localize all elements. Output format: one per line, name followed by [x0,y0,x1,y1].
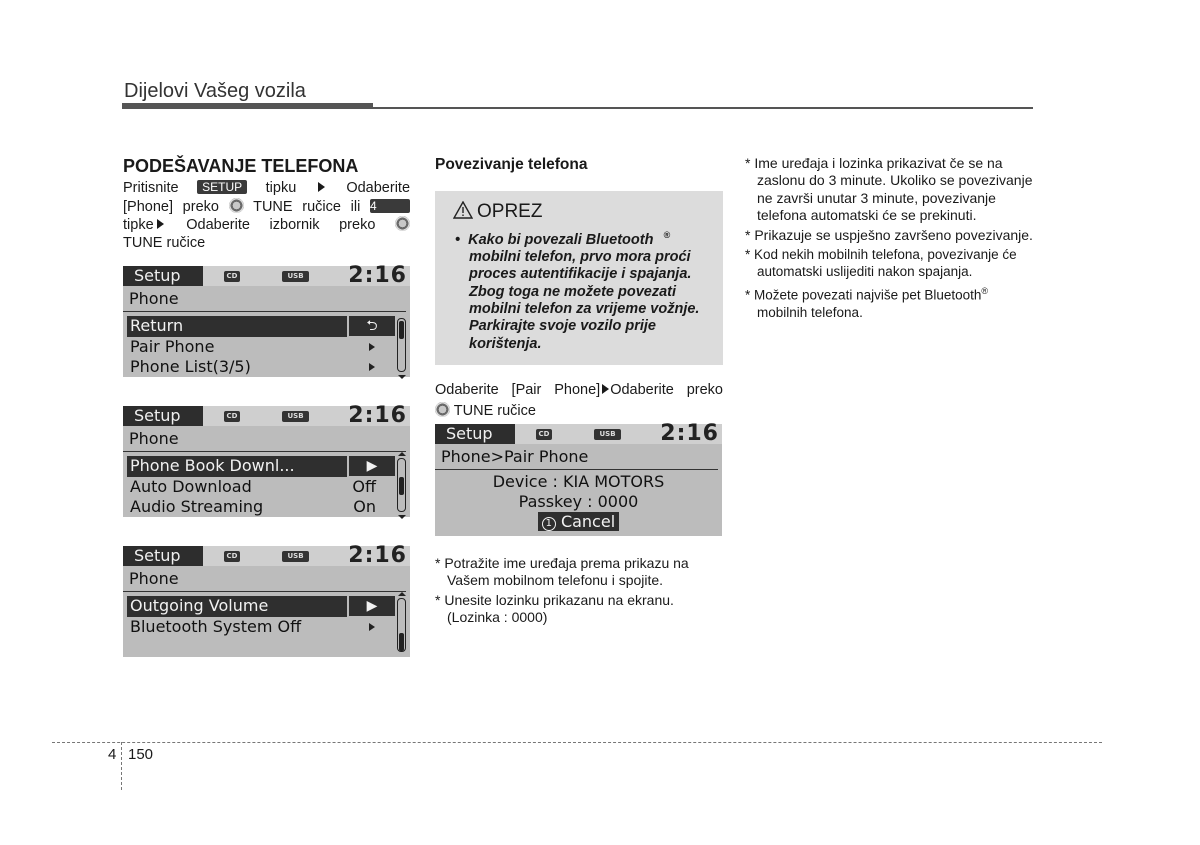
warning-triangle-icon [453,201,473,219]
bullet: • [455,231,469,248]
number-1-icon: 1 [542,517,556,531]
instruction-line-2 [123,198,410,217]
menu-item-label: Auto Download [130,476,252,496]
scrollbar[interactable] [397,458,406,512]
menu-item-phone-book-download[interactable] [127,456,378,477]
scroll-down-icon [398,375,406,379]
registered-mark: ® [653,230,671,240]
caution-heading [445,201,713,223]
menu-item-label: Phone Book Downl... [130,456,295,475]
lcd-topbar [123,263,410,288]
column-phone-settings [123,155,410,252]
note-item: * Ime uređaja i lozinka prikazivat če se na zaslonu do 3 minute. Ukoliko se povezivanje ne završi unutar 3 minute, povezivanje telefona automatski će se prekinuti. [745,155,1033,224]
lcd-frame [435,421,722,536]
setup-tab: Setup [435,424,515,444]
cd-icon: CD [224,271,240,282]
key-4-badge: 4 [370,199,410,213]
device-name: Device : KIA MOTORS [492,472,665,491]
menu-item-label: Audio Streaming [130,497,264,516]
breadcrumb: Phone [123,426,406,452]
caution-box [435,191,723,365]
menu-item-bluetooth-system-off[interactable] [123,617,410,638]
text: tipke [123,217,154,234]
arrow-right-icon [602,384,609,394]
column-phone-pairing [435,155,723,420]
text: Odaberite [Pair Phone] [435,381,601,398]
tune-knob-icon [395,216,410,231]
lcd-screen-phone-menu-2 [123,403,410,517]
setup-tab: Setup [123,546,203,566]
instruction-line-4: TUNE ručice [123,234,206,251]
caution-text-part: mobilni telefon, prvo mora proći proces autentifikacije i spajanja. Zbog toga ne možete povezati mobilni telefon za vrijeme vožnje. Parkirajte svoje vozilo prije korištenja. [469,249,700,352]
header-rule-thick [122,103,373,109]
lcd-screen-phone-menu-3 [123,543,410,657]
passkey: Passkey : 0000 [518,492,639,511]
note-text: Možete povezati najviše pet Bluetooth [754,287,982,303]
usb-icon: USB [282,411,309,422]
chapter-number: 4 [108,746,117,763]
scroll-up-icon [398,592,406,596]
note-item: * Kod nekih mobilnih telefona, povezivanje će automatski uslijediti nakon spajanja. [745,247,1017,280]
scrollbar[interactable] [397,318,406,372]
menu-item-auto-download[interactable] [123,477,410,498]
lcd-screen-pair-phone [435,421,722,536]
menu-list [123,312,410,378]
instruction-line-1 [123,180,410,198]
tune-knob-icon [435,402,450,417]
instruction-line-3 [123,216,410,235]
usb-icon: USB [282,551,309,562]
note-item: * Možete povezati najviše pet Bluetooth® mobilnih telefona. [745,285,989,320]
arrow-right-icon [369,623,375,631]
menu-item-phone-list[interactable] [123,357,410,378]
arrow-right-icon [369,343,375,351]
menu-item-audio-streaming[interactable] [123,497,410,518]
text: TUNE ručice ili [253,198,361,215]
section-title: PODEŠAVANJE TELEFONA [123,156,359,176]
menu-item-outgoing-volume[interactable] [127,596,378,617]
setup-tab: Setup [123,406,203,426]
arrow-right-icon: ▶ [349,596,395,616]
text: tipku [265,180,297,196]
menu-item-pair-phone[interactable] [123,337,410,358]
cd-icon: CD [224,411,240,422]
menu-item-label: Return [130,316,184,335]
note-text: Unesite lozinku prikazanu na ekranu. (Lozinka : 0000) [444,591,674,626]
menu-item-value: Off [352,476,376,496]
note-text: Kod nekih mobilnih telefona, povezivanje će automatski uslijediti nakon spajanja. [754,247,1017,280]
cancel-button[interactable] [538,512,619,531]
cd-icon: CD [224,551,240,562]
clock: 2:16 [348,403,407,428]
note-text: Prikazuje se uspješno završeno povezivanje. [754,226,1033,243]
instruction-line [435,402,723,421]
lcd-topbar [123,403,410,428]
return-icon: ⮌ [349,316,395,336]
arrow-right-icon: ▶ [349,456,395,476]
tune-knob-icon [229,198,244,213]
arrow-right-icon [157,219,164,229]
menu-list [123,452,410,518]
section-title: Povezivanje telefona [435,156,588,173]
lcd-topbar [123,543,410,568]
registered-mark: ® [981,285,989,296]
instruction-line [435,382,723,400]
breadcrumb: Phone>Pair Phone [435,444,718,470]
scrollbar-thumb[interactable] [399,321,404,339]
page-header-title: Dijelovi Vašeg vozila [124,80,306,102]
menu-item-label: Phone List(3/5) [130,357,251,376]
breadcrumb: Phone [123,566,406,592]
menu-item-label: Outgoing Volume [130,596,269,615]
clock: 2:16 [660,421,719,446]
scrollbar-thumb[interactable] [399,477,404,495]
pairing-notes [435,555,725,629]
setup-tab: Setup [123,266,203,286]
text: Odaberite [346,180,411,196]
menu-item-return[interactable] [127,316,378,337]
note-item: * Potražite ime uređaja prema prikazu na Vašem mobilnom telefonu i spojite. [435,555,689,589]
header-rule-thin [373,107,1033,109]
footer-rule [52,742,1102,743]
note-text: Ime uređaja i lozinka prikazivat če se na zaslonu do 3 minute. Ukoliko se povezivanje ne završi unutar 3 minute, povezivanje telefona automatski će se prekinuti. [754,155,1033,224]
note-text: mobilnih telefona. [757,304,863,320]
lcd-screen-phone-menu-1 [123,263,410,377]
caution-title: OPREZ [477,201,543,222]
clock: 2:16 [348,543,407,568]
cancel-row [435,512,722,532]
scroll-down-icon [398,515,406,519]
menu-item-value: On [353,497,376,516]
arrow-right-icon [369,363,375,371]
footer-divider [121,742,122,790]
caution-text [445,227,713,353]
note-item: * Prikazuje se uspješno završeno povezivanje. [745,226,1033,243]
lcd-topbar [435,421,722,446]
page-number: 150 [128,746,154,763]
menu-item-label: Pair Phone [130,336,215,356]
setup-key-badge: SETUP [197,180,247,194]
caution-text-part: Kako bi povezali Bluetooth [468,231,654,248]
scroll-up-icon [398,452,406,456]
usb-icon: USB [282,271,309,282]
arrow-right-icon [318,182,325,192]
cancel-label: Cancel [560,512,616,531]
column-notes [745,155,1040,323]
usb-icon: USB [594,429,621,440]
text: Odaberite preko [610,381,723,398]
note-item: * Unesite lozinku prikazanu na ekranu. (Lozinka : 0000) [435,591,674,626]
menu-item-label: Bluetooth System Off [130,616,302,636]
text: Odaberite izbornik preko [186,217,376,234]
cd-icon: CD [536,429,552,440]
menu-list [123,592,410,637]
text: TUNE ručice [453,402,536,419]
scrollbar-thumb[interactable] [399,633,404,651]
clock: 2:16 [348,263,407,288]
scrollbar[interactable] [397,598,406,652]
note-text: Potražite ime uređaja prema prikazu na Vašem mobilnom telefonu i spojite. [444,555,689,589]
text: [Phone] preko [123,198,219,215]
breadcrumb: Phone [123,286,406,312]
text: Pritisnite [123,180,179,196]
